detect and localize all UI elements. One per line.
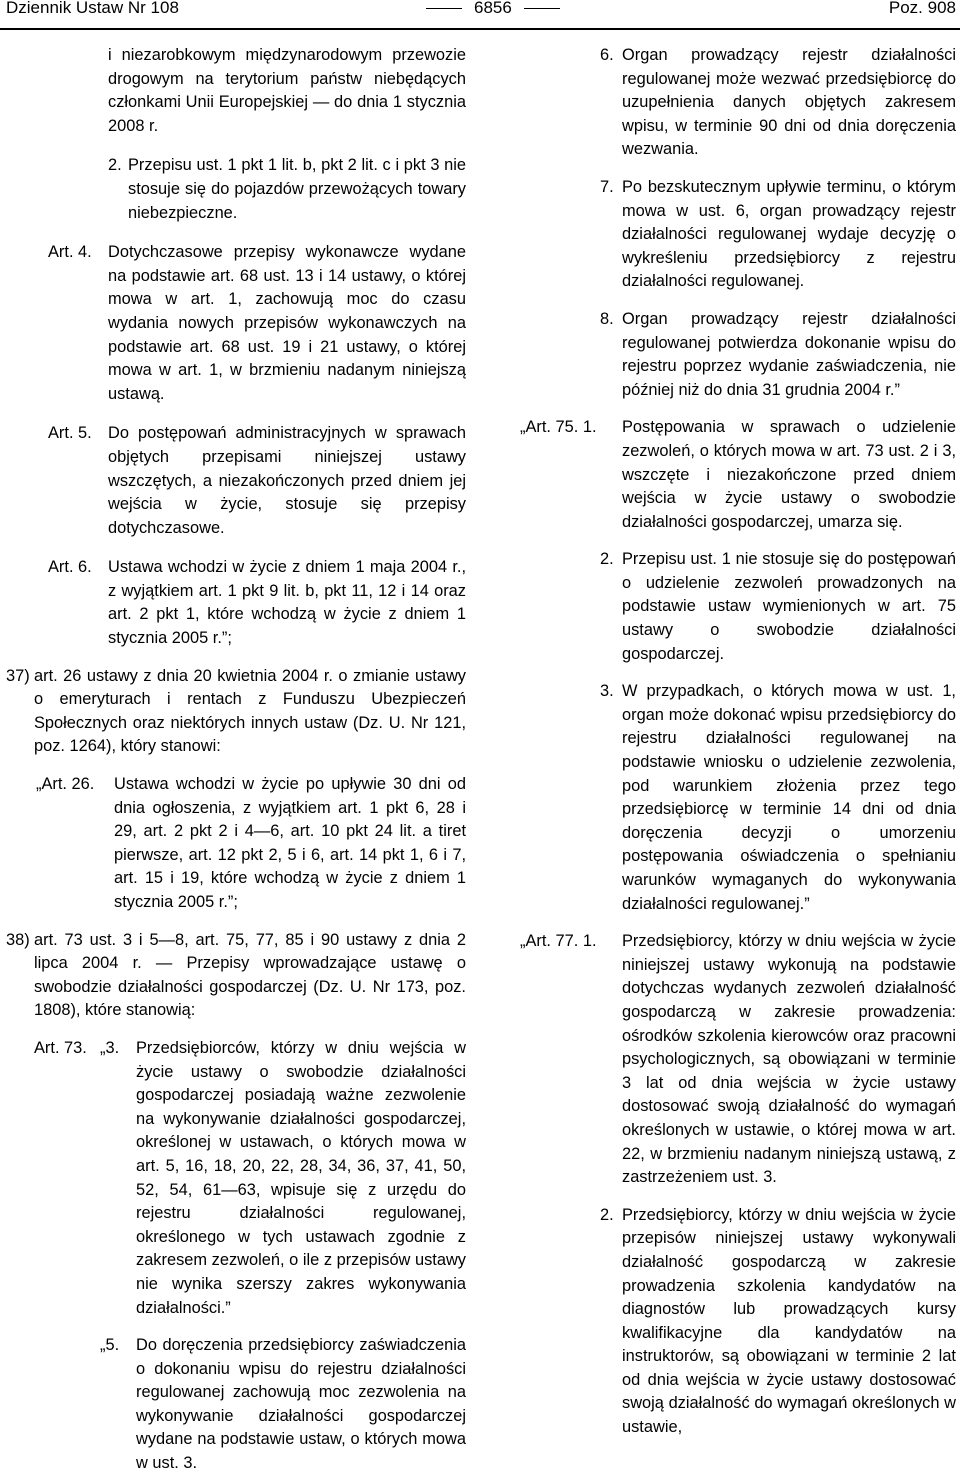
paragraph-marker: 2. (600, 550, 614, 569)
paragraph-marker: 3. (600, 682, 614, 701)
paragraph-text: Przepisu ust. 1 pkt 1 lit. b, pkt 2 lit. c i pkt 3 nie stosuje się do pojazdów przewożących towary niebezpieczne. (128, 156, 466, 222)
item-38 (6, 929, 466, 1023)
article-text: Dotychczasowe przepisy wykonawcze wydane na podstawie art. 68 ust. 13 i 14 ustawy, o której mowa w art. 1, zachowują moc do czasu wydania nowych przepisów wykonawczych na podstawie art. 68 ust. 19 i 21 ustawy, o której mowa w art. 1, w brzmieniu nadanym niniejszą ustawą. (108, 243, 466, 403)
paragraph-text: Przedsiębiorców, którzy w dniu wejścia w życie ustawy o swobodzie działalności gospodarczej posiadają ważne zezwolenie na wykonywanie działalności gospodarczej, określonej w ustawach, o których mowa w art. 5, 16, 18, 20, 22, 28, 34, 36, 37, 41, 50, 52, 54, 61—63, wpisuje się z urzędu do rejestru działalności regulowanej, określonego w tych ustawach zgodnie z zakresem zezwoleń, o ile z przepisów ustawy nie wynika szerszy zakres wykonywania działalności.” (136, 1038, 466, 1317)
article-text: Ustawa wchodzi w życie z dniem 1 maja 2004 r., z wyjątkiem art. 1 pkt 9 lit. b, pkt 11, 12 i 14 oraz art. 2 pkt 1, które wchodzą w życie z dniem 1 stycznia 2005 r.”; (108, 558, 466, 648)
article-marker: Art. 6. (48, 558, 92, 577)
paragraph-marker: 7. (600, 177, 614, 196)
article-marker: Art. 5. (48, 424, 92, 443)
paragraph-marker: 2. (108, 156, 122, 175)
article-text: Ustawa wchodzi w życie po upływie 30 dni od dnia ogłoszenia, z wyjątkiem art. 1 pkt 6, 28 i 29, art. 2 pkt 2 i 4—6, art. 10 pkt 24 lit. a tiret pierwsze, art. 12 pkt 2, 5 i 6, art. 14 pkt 1, 6 i 7, art. 15 i 19, które wchodzą w życie z dniem 1 stycznia 2005 r.”; (114, 775, 466, 911)
paragraph-marker: 2. (600, 1205, 614, 1224)
right-column (520, 44, 956, 1437)
paragraph-intro: i niezarobkowym międzynarodowym przewozie drogowym na terytorium państw niebędących członkami Unii Europejskiej — do dnia 1 stycznia 2008 r. (108, 46, 466, 135)
paragraph-text: Do doręczenia przedsiębiorcy zaświadczenia o dokonaniu wpisu do rejestru działalności regulowanej zachowują moc zezwolenia na wykonywanie działalności gospodarczej wydane na podstawie ustaw, o których mowa w ust. 3. (136, 1336, 466, 1473)
paragraph-text: Organ prowadzący rejestr działalności regulowanej potwierdza dokonanie wpisu do rejestru poprzez wydanie zaświadczenia, nie później niż do dnia 31 grudnia 2004 r.” (622, 309, 956, 399)
paragraph-text: Przepisu ust. 1 nie stosuje się do postępowań o udzielenie zezwoleń prowadzonych na podstawie ustaw wymienionych w art. 75 ustawy o swobodzie działalności gospodarczej. (622, 550, 956, 663)
article-26 (6, 773, 466, 915)
page-header (0, 0, 960, 40)
left-column (6, 44, 466, 1473)
item-marker: 37) (6, 666, 30, 685)
paragraph-text: Po bezskutecznym upływie terminu, o którym mowa w ust. 6, organ prowadzący rejestr działalności regulowanej wydaje decyzję o wykreśleniu przedsiębiorcy z rejestru działalności regulowanej. (622, 177, 956, 291)
article-77-2 (520, 1204, 956, 1440)
paragraph-marker: „5. (100, 1336, 120, 1355)
article-73-5 (6, 1334, 466, 1476)
article-75-2 (520, 548, 956, 666)
paragraph-6 (520, 44, 956, 162)
paragraph-text: W przypadkach, o których mowa w ust. 1, organ może dokonać wpisu przedsiębiorcy do rejestru działalności regulowanej na podstawie wniosku o udzielenie zezwolenia, pod warunkiem złożenia przez tego przedsiębiorcę w terminie 14 dni od dnia doręczenia decyzji o umorzeniu postępowania oświadczenia o spełnianiu warunków wymaganych do wykonywania działalności regulowanej.” (622, 682, 956, 913)
paragraph-marker: 6. (600, 46, 614, 64)
article-marker: „Art. 75. 1. (520, 418, 597, 437)
article-77-1 (520, 930, 956, 1190)
article-75-1 (520, 416, 956, 534)
paragraph-7 (520, 176, 956, 294)
page-number: 6856 (414, 0, 572, 18)
position-number: Poz. 908 (888, 0, 956, 17)
paragraph-8 (520, 308, 956, 402)
header-rule (0, 28, 960, 30)
item-text: art. 26 ustawy z dnia 20 kwietnia 2004 r. o zmianie ustawy o emeryturach i rentach z Funduszu Ubezpieczeń Społecznych oraz niektórych innych ustaw (Dz. U. Nr 121, poz. 1264), który stanowi: (34, 666, 466, 756)
item-37 (6, 665, 466, 759)
paragraph-text: Przedsiębiorcy, którzy w dniu wejścia w życie przepisów niniejszej ustawy wykonywali działalność gospodarczą w zakresie prowadzenia szkolenia kandydatów na diagnostów lub prowadzących kursy kwalifikacyjne dla kandydatów na instruktorów, są obowiązani w terminie 2 lat od dnia wejścia w życie ustawy dostosować swoją działalność do wymagań określonych w ustawie, (622, 1205, 956, 1437)
paragraph-marker: „3. (100, 1038, 120, 1057)
paragraph-text: Przedsiębiorcy, którzy w dniu wejścia w życie niniejszej ustawy wykonują na podstawie dotychczas wydanych zezwoleń działalność gospodarczą w zakresie prowadzenia: ośrodków szkolenia kierowców oraz pracowni psychologicznych, są obowiązani w terminie 3 lat od dnia wejścia w życie ustawy dostosować swoją działalność do wymagań określonych w ustawie, o której mowa w art. 22, w brzmieniu nadanym niniejszą ustawą, z zastrzeżeniem ust. 3. (622, 932, 956, 1187)
article-marker: „Art. 26. (36, 775, 95, 794)
article-marker: „Art. 77. 1. (520, 932, 597, 951)
paragraph-2 (6, 154, 466, 225)
item-text: art. 73 ust. 3 i 5—8, art. 75, 77, 85 i 90 ustawy z dnia 2 lipca 2004 r. — Przepisy wprowadzające ustawę o swobodzie działalności gospodarczej (Dz. U. Nr 173, poz. 1808), które stanowią: (34, 930, 466, 1020)
article-marker: Art. 73. (34, 1038, 87, 1057)
journal-title: Dziennik Ustaw Nr 108 (6, 0, 179, 17)
article-5 (6, 422, 466, 540)
paragraph-text: Postępowania w sprawach o udzielenie zezwoleń, o których mowa w art. 73 ust. 2 i 3, wszczęte i niezakończone przed dniem wejścia w życie ustawy o swobodzie działalności gospodarczej, umarza się. (622, 418, 956, 531)
article-75-3 (520, 680, 956, 916)
item-marker: 38) (6, 930, 30, 949)
article-text: Do postępowań administracyjnych w sprawach objętych przepisami niniejszej ustawy wszczętych, a niezakończonych przed dniem jej wejścia w życie, stosuje się przepisy dotychczasowe. (108, 424, 466, 537)
paragraph-marker: 8. (600, 309, 614, 328)
paragraph-text: Organ prowadzący rejestr działalności regulowanej może wezwać przedsiębiorcę do uzupełnienia danych objętych zakresem wpisu, w terminie 90 dni od dnia doręczenia wezwania. (622, 46, 956, 159)
article-marker: Art. 4. (48, 243, 92, 262)
article-6 (6, 556, 466, 650)
article-4 (6, 241, 466, 406)
article-73-3 (6, 1037, 466, 1320)
